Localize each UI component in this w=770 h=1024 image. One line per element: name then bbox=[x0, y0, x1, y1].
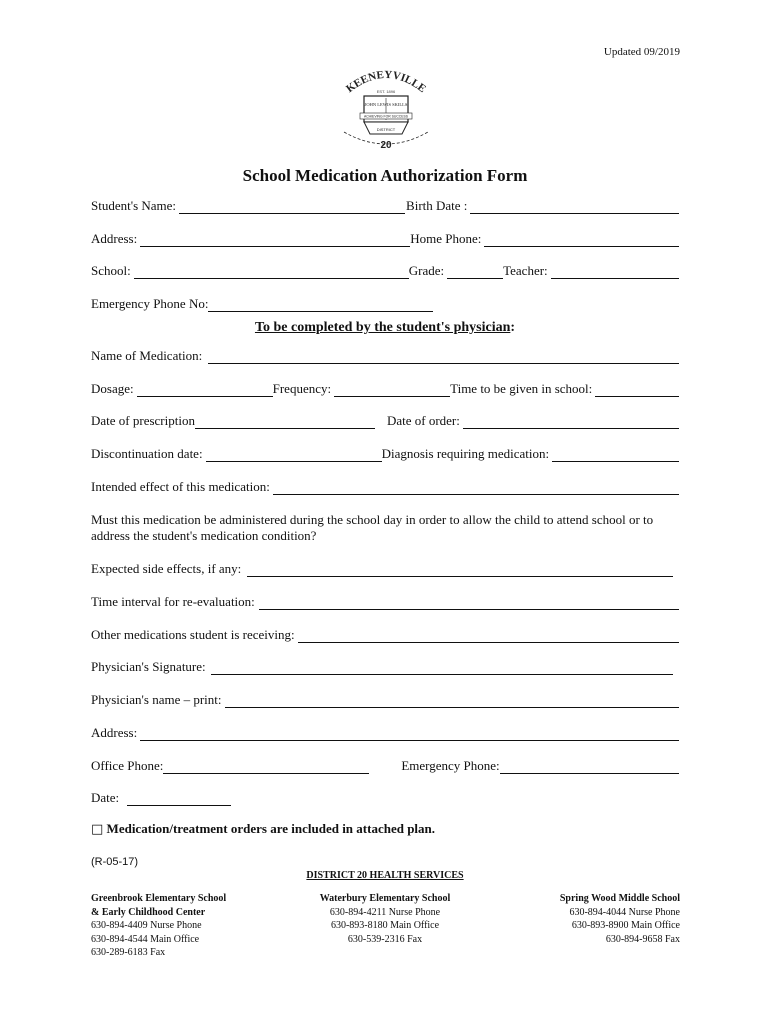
dosage-field[interactable] bbox=[137, 385, 273, 397]
school-contact-waterbury bbox=[290, 892, 480, 946]
intended-effect-label: Intended effect of this medication: bbox=[91, 479, 270, 494]
physician-address-label: Address: bbox=[91, 725, 138, 740]
reevaluation-row bbox=[91, 594, 679, 610]
medication-name-row bbox=[91, 348, 679, 364]
school-label: School: bbox=[91, 263, 131, 278]
birth-date-label: Birth Date : bbox=[406, 198, 468, 213]
attached-plan-checkbox[interactable]: □ bbox=[91, 822, 104, 837]
student-name-row bbox=[91, 198, 679, 214]
must-administer-question: Must this medication be administered during the school day in order to allow the child to attend school or to address the student's medication condition? bbox=[91, 512, 654, 543]
main-office-phone: 630-893-8180 Main Office bbox=[330, 920, 440, 931]
student-name-label: Student's Name: bbox=[91, 198, 177, 213]
prescription-date-label: Date of prescription bbox=[91, 413, 195, 428]
home-phone-label: Home Phone: bbox=[410, 231, 482, 246]
time-in-school-label: Time to be given in school: bbox=[450, 381, 593, 396]
physician-emergency-phone-field[interactable] bbox=[500, 762, 679, 774]
school-name: Spring Wood Middle School bbox=[559, 893, 680, 904]
office-phone-label: Office Phone: bbox=[91, 758, 164, 773]
reevaluation-field[interactable] bbox=[259, 598, 679, 610]
physician-section-heading: To be completed by the student's physician: bbox=[254, 320, 516, 335]
diagnosis-label: Diagnosis requiring medication: bbox=[381, 446, 550, 461]
other-medications-label: Other medications student is receiving: bbox=[91, 627, 295, 642]
main-office-phone: 630-894-4544 Main Office bbox=[91, 933, 200, 945]
intended-effect-field[interactable] bbox=[273, 483, 679, 495]
emergency-phone-row bbox=[91, 296, 433, 312]
physician-name-field[interactable] bbox=[225, 696, 679, 708]
teacher-label: Teacher: bbox=[503, 263, 548, 278]
school-contact-greenbrook bbox=[91, 892, 226, 960]
physician-signature-label: Physician's Signature: bbox=[91, 659, 206, 674]
nurse-phone: 630-894-4409 Nurse Phone bbox=[91, 920, 202, 931]
order-date-field[interactable] bbox=[463, 417, 679, 429]
discontinuation-row bbox=[91, 446, 679, 462]
intended-effect-row bbox=[91, 479, 679, 495]
prescription-row bbox=[91, 413, 679, 429]
other-medications-field[interactable] bbox=[298, 631, 679, 643]
dosage-label: Dosage: bbox=[91, 381, 134, 396]
physician-signature-field[interactable] bbox=[211, 663, 673, 675]
school-name: Greenbrook Elementary School bbox=[91, 893, 227, 904]
fax-number: 630-539-2316 Fax bbox=[347, 933, 423, 945]
physician-signature-row bbox=[91, 659, 673, 675]
grade-label: Grade: bbox=[408, 263, 445, 278]
nurse-phone: 630-894-4044 Nurse Phone bbox=[569, 906, 680, 918]
svg-text:KEENEYVILLE: KEENEYVILLE bbox=[344, 68, 429, 96]
attached-plan-row bbox=[91, 821, 435, 837]
order-date-label: Date of order: bbox=[386, 413, 460, 428]
address-label: Address: bbox=[91, 231, 138, 246]
district-heading: DISTRICT 20 HEALTH SERVICES bbox=[306, 870, 464, 881]
emergency-phone-label: Emergency Phone No: bbox=[91, 296, 209, 311]
form-title: School Medication Authorization Form bbox=[242, 166, 528, 185]
physician-name-label: Physician's name – print: bbox=[91, 692, 222, 707]
student-name-field[interactable] bbox=[179, 202, 405, 214]
teacher-field[interactable] bbox=[551, 267, 679, 279]
physician-address-field[interactable] bbox=[140, 729, 679, 741]
frequency-field[interactable] bbox=[334, 385, 450, 397]
svg-text:ACHIEVING FOR SUCCESS: ACHIEVING FOR SUCCESS bbox=[363, 114, 409, 119]
fax-number: 630-894-9658 Fax bbox=[605, 933, 680, 945]
discontinuation-date-field[interactable] bbox=[206, 450, 382, 462]
date-field[interactable] bbox=[127, 794, 231, 806]
physician-address-row bbox=[91, 725, 679, 741]
physician-name-row bbox=[91, 692, 679, 708]
date-row bbox=[91, 790, 231, 806]
dosage-row bbox=[91, 381, 679, 397]
side-effects-label: Expected side effects, if any: bbox=[91, 561, 242, 576]
prescription-date-field[interactable] bbox=[195, 417, 375, 429]
emergency-phone-field[interactable] bbox=[208, 300, 433, 312]
address-row bbox=[91, 231, 679, 247]
svg-text:20: 20 bbox=[380, 140, 392, 151]
main-office-phone: 630-893-8900 Main Office bbox=[571, 920, 680, 931]
diagnosis-field[interactable] bbox=[552, 450, 679, 462]
school-contact-spring-wood bbox=[560, 892, 680, 946]
home-phone-field[interactable] bbox=[484, 235, 679, 247]
revision-code: (R-05-17) bbox=[91, 856, 139, 868]
svg-text:DISTRICT: DISTRICT bbox=[376, 127, 396, 132]
side-effects-field[interactable] bbox=[247, 565, 673, 577]
school-name: Waterbury Elementary School bbox=[319, 893, 451, 904]
other-medications-row bbox=[91, 627, 679, 643]
fax-number: 630-289-6183 Fax bbox=[91, 947, 166, 958]
school-row bbox=[91, 263, 679, 279]
discontinuation-date-label: Discontinuation date: bbox=[91, 446, 203, 461]
medication-name-label: Name of Medication: bbox=[91, 348, 203, 363]
svg-text:EST. 1896: EST. 1896 bbox=[376, 89, 396, 94]
office-phone-field[interactable] bbox=[163, 762, 369, 774]
nurse-phone: 630-894-4211 Nurse Phone bbox=[329, 906, 441, 918]
date-label: Date: bbox=[91, 790, 120, 805]
updated-date: Updated 09/2019 bbox=[603, 46, 680, 58]
reevaluation-label: Time interval for re-evaluation: bbox=[91, 594, 255, 609]
side-effects-row bbox=[91, 561, 673, 577]
birth-date-field[interactable] bbox=[470, 202, 679, 214]
office-phone-row bbox=[91, 758, 679, 774]
school-name-line2: & Early Childhood Center bbox=[91, 906, 206, 918]
physician-emergency-phone-label: Emergency Phone: bbox=[401, 758, 500, 773]
address-field[interactable] bbox=[140, 235, 410, 247]
time-in-school-field[interactable] bbox=[595, 385, 679, 397]
keeneyville-district-logo bbox=[336, 64, 436, 156]
medication-name-field[interactable] bbox=[208, 352, 679, 364]
attached-plan-label: Medication/treatment orders are included in attached plan. bbox=[106, 821, 436, 836]
frequency-label: Frequency: bbox=[272, 381, 332, 396]
school-field[interactable] bbox=[134, 267, 409, 279]
grade-field[interactable] bbox=[447, 267, 503, 279]
svg-text:JOHN LEWIS SKILLS: JOHN LEWIS SKILLS bbox=[364, 102, 408, 107]
